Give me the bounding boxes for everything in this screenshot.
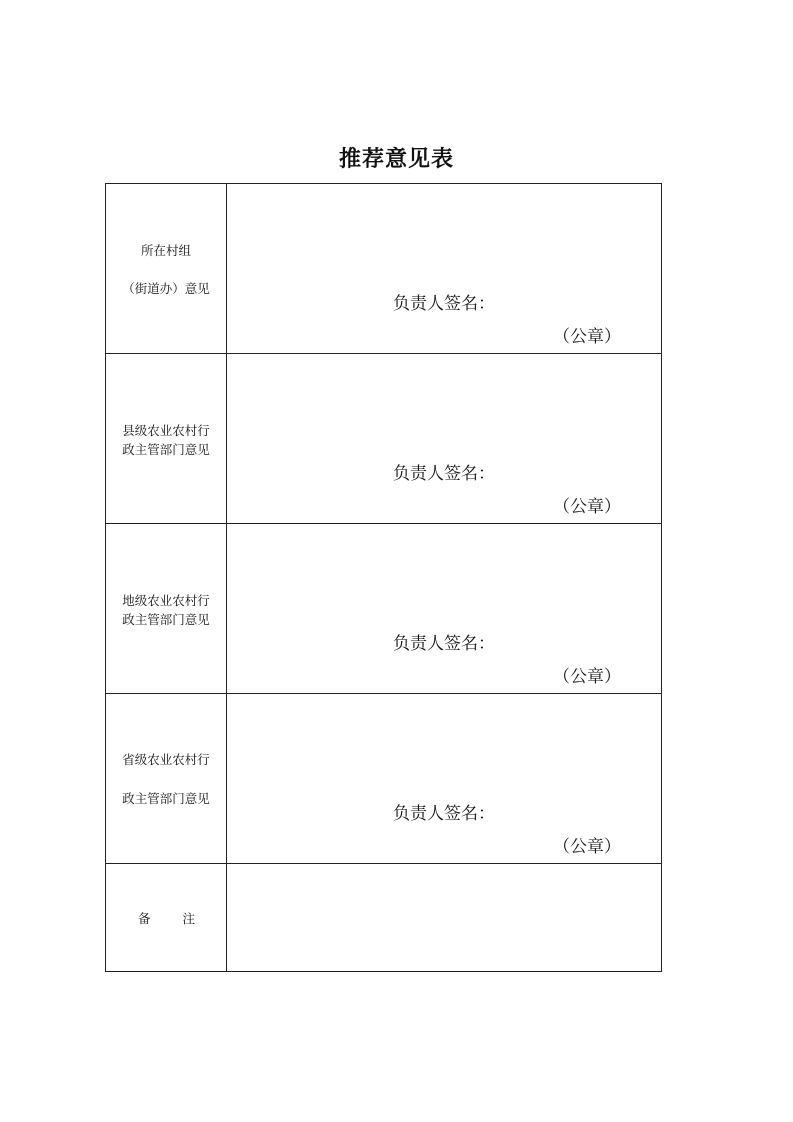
remark-label-cell: [106, 864, 227, 972]
remark-input-area[interactable]: [227, 864, 662, 972]
village-opinion-row: [106, 184, 662, 354]
prefecture-opinion-input-area[interactable]: [227, 524, 662, 694]
county-signature-label: 负责人签名：: [393, 464, 495, 484]
village-label-line2: （街道办）意见: [122, 281, 210, 296]
county-opinion-label-cell: [106, 354, 227, 524]
province-opinion-input-area[interactable]: [227, 694, 662, 864]
village-opinion-input-area[interactable]: [227, 184, 662, 354]
form-title: 推荐意见表: [338, 146, 454, 172]
county-opinion-row: [106, 354, 662, 524]
village-seal-label: （公章）: [553, 327, 621, 347]
province-seal-label: （公章）: [553, 837, 621, 857]
province-opinion-label-cell: [106, 694, 227, 864]
recommendation-form-table: [105, 183, 662, 972]
village-signature-label: 负责人签名：: [393, 294, 495, 314]
province-opinion-row: [106, 694, 662, 864]
province-signature-label: 负责人签名：: [393, 804, 495, 824]
province-label-line2: 政主管部门意见: [122, 791, 210, 806]
prefecture-seal-label: （公章）: [553, 667, 621, 687]
prefecture-label-line1: 地级农业农村行: [122, 593, 210, 608]
prefecture-opinion-label-cell: [106, 524, 227, 694]
village-opinion-label-cell: [106, 184, 227, 354]
county-opinion-input-area[interactable]: [227, 354, 662, 524]
province-label-line1: 省级农业农村行: [122, 752, 210, 767]
remark-label: 备注: [138, 911, 228, 926]
prefecture-label-line2: 政主管部门意见: [122, 612, 210, 627]
village-label-line1: 所在村组: [140, 243, 191, 258]
county-label-line2: 政主管部门意见: [122, 442, 210, 457]
prefecture-signature-label: 负责人签名：: [393, 634, 495, 654]
remark-row: [106, 864, 662, 972]
county-seal-label: （公章）: [553, 497, 621, 517]
county-label-line1: 县级农业农村行: [122, 423, 210, 438]
prefecture-opinion-row: [106, 524, 662, 694]
